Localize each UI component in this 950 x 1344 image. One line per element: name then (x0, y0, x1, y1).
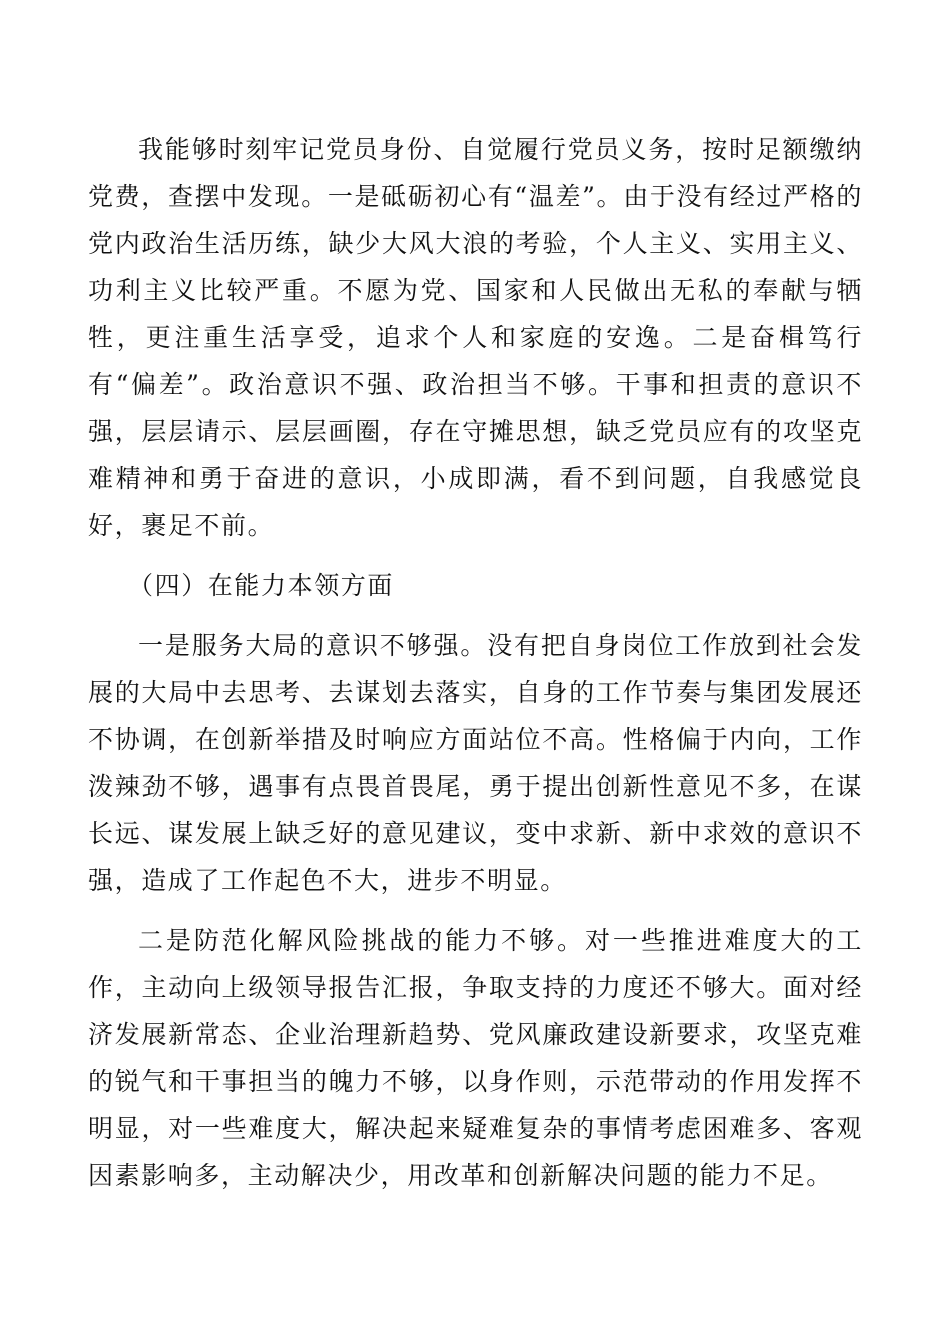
document-page (88, 126, 863, 1199)
section-heading-ability: （四）在能力本领方面 (128, 571, 395, 600)
paragraph-risk-prevention: 二是防范化解风险挑战的能力不够。对一些推进难度大的工作，主动向上级领导报告汇报，争取支持的力度还不够大。面对经济发展新常态、企业治理新趋势、党风廉政建设新要求，攻坚克难的锐气和干事担当的魄力不够，以身作则，示范带动的作用发挥不明显，对一些难度大，解决起来疑难复杂的事情考虑困难多、客观因素影响多，主动解决少，用改革和创新解决问题的能力不足。 (88, 926, 863, 1190)
paragraph-overall-awareness: 一是服务大局的意识不够强。没有把自身岗位工作放到社会发展的大局中去思考、去谋划去落实，自身的工作节奏与集团发展还不协调，在创新举措及时响应方面站位不高。性格偏于内向，工作泼辣劲不够，遇事有点畏首畏尾，勇于提出创新性意见不多，在谋长远、谋发展上缺乏好的意见建议，变中求新、新中求效的意识不强，造成了工作起色不大，进步不明显。 (88, 631, 863, 895)
paragraph-self-reflection: 我能够时刻牢记党员身份、自觉履行党员义务，按时足额缴纳党费，查摆中发现。一是砥砺初心有“温差”。由于没有经过严格的党内政治生活历练，缺少大风大浪的考验，个人主义、实用主义、功利主义比较严重。不愿为党、国家和人民做出无私的奉献与牺牲，更注重生活享受，追求个人和家庭的安逸。二是奋楫笃行有“偏差”。政治意识不强、政治担当不够。干事和担责的意识不强，层层请示、层层画圈，存在守摊思想，缺乏党员应有的攻坚克难精神和勇于奋进的意识，小成即满，看不到问题，自我感觉良好，裹足不前。 (88, 135, 863, 540)
